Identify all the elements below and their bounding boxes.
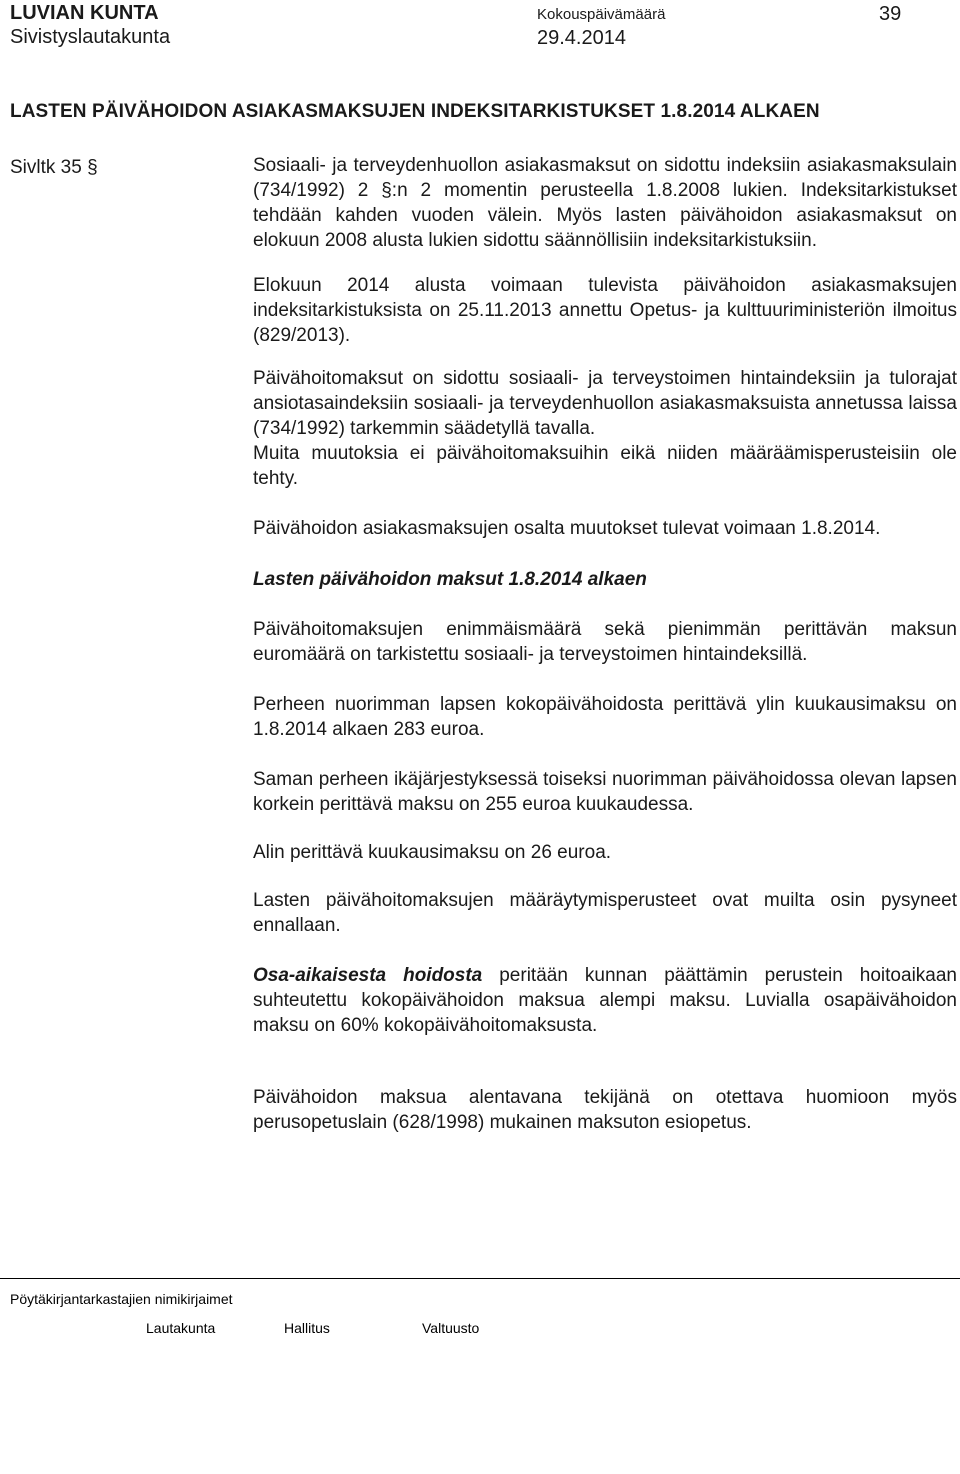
paragraph-2: Elokuun 2014 alusta voimaan tulevista päivähoidon asiakasmaksujen indeksitarkistuksista on 25.11.2013 annettu Opetus- ja kulttuuriministeriön ilmoitus (829/2013). bbox=[253, 275, 957, 346]
paragraph-10-text: peritään kunnan päättämin perustein hoitoaikaan suhteutettu kokopäivähoidon maksua alempi maksu. Luvialla osapäivähoidon maksu on 60% kokopäivähoitomaksusta. bbox=[253, 965, 957, 1036]
meeting-date-label: Kokouspäivämäärä bbox=[537, 6, 666, 23]
document-title: LASTEN PÄIVÄHOIDON ASIAKASMAKSUJEN INDEKSITARKISTUKSET 1.8.2014 ALKAEN bbox=[10, 101, 820, 122]
paragraph-8: Alin perittävä kuukausimaksu on 26 euroa. bbox=[253, 842, 612, 863]
paragraph-10 bbox=[253, 963, 957, 1038]
paragraph-9: Lasten päivähoitomaksujen määräytymisperusteet ovat muilta osin pysyneet ennallaan. bbox=[253, 890, 957, 936]
paragraph-1: Sosiaali- ja terveydenhuollon asiakasmaksut on sidottu indeksiin asiakasmaksulain (734/1992) 2 §:n 2 momentin perusteella 1.8.2008 lukien. Indeksitarkistukset tehdään kahden vuoden välein. Myös lasten päivähoidon asiakasmaksut on elokuun 2008 alusta lukien sidottu säännöllisiin indeksitarkistuksiin. bbox=[253, 155, 957, 251]
department-name: Sivistyslautakunta bbox=[10, 26, 171, 48]
paragraph-4: Päivähoidon asiakasmaksujen osalta muutokset tulevat voimaan 1.8.2014. bbox=[253, 518, 881, 539]
subheading: Lasten päivähoidon maksut 1.8.2014 alkaen bbox=[253, 569, 647, 590]
footer-divider bbox=[0, 1278, 960, 1279]
meeting-date: 29.4.2014 bbox=[537, 27, 626, 49]
paragraph-7: Saman perheen ikäjärjestyksessä toiseksi nuorimman päivähoidossa olevan lapsen korkein perittävä maksu on 255 euroa kuukaudessa. bbox=[253, 769, 957, 815]
part-time-care-emphasis: Osa-aikaisesta hoidosta bbox=[253, 965, 483, 986]
paragraph-6: Perheen nuorimman lapsen kokopäivähoidosta perittävä ylin kuukausimaksu on 1.8.2014 alkaen 283 euroa. bbox=[253, 694, 957, 740]
signature-label-valtuusto: Valtuusto bbox=[422, 1320, 480, 1336]
footer-title: Pöytäkirjantarkastajien nimikirjaimet bbox=[10, 1291, 233, 1307]
section-reference: Sivltk 35 § bbox=[10, 157, 98, 178]
paragraph-11: Päivähoidon maksua alentavana tekijänä on otettava huomioon myös perusopetuslain (628/1998) mukainen maksuton esiopetus. bbox=[253, 1087, 957, 1133]
paragraph-5: Päivähoitomaksujen enimmäismäärä sekä pienimmän perittävän maksun euromäärä on tarkistettu sosiaali- ja terveystoimen hintaindeksillä. bbox=[253, 619, 957, 665]
paragraph-3: Päivähoitomaksut on sidottu sosiaali- ja terveystoimen hintaindeksiin ja tulorajat ansiotasaindeksiin sosiaali- ja terveydenhuollon asiakasmaksuista annetussa laissa (734/1992) tarkemmin säädetyllä tavalla. bbox=[253, 368, 957, 439]
document-body bbox=[253, 153, 957, 1135]
paragraph-3b: Muita muutoksia ei päivähoitomaksuihin eikä niiden määräämisperusteisiin ole tehty. bbox=[253, 443, 957, 489]
page-number: 39 bbox=[879, 3, 902, 25]
signature-label-hallitus: Hallitus bbox=[284, 1320, 330, 1336]
organization-name: LUVIAN KUNTA bbox=[10, 2, 159, 24]
signature-label-lautakunta: Lautakunta bbox=[146, 1320, 216, 1336]
